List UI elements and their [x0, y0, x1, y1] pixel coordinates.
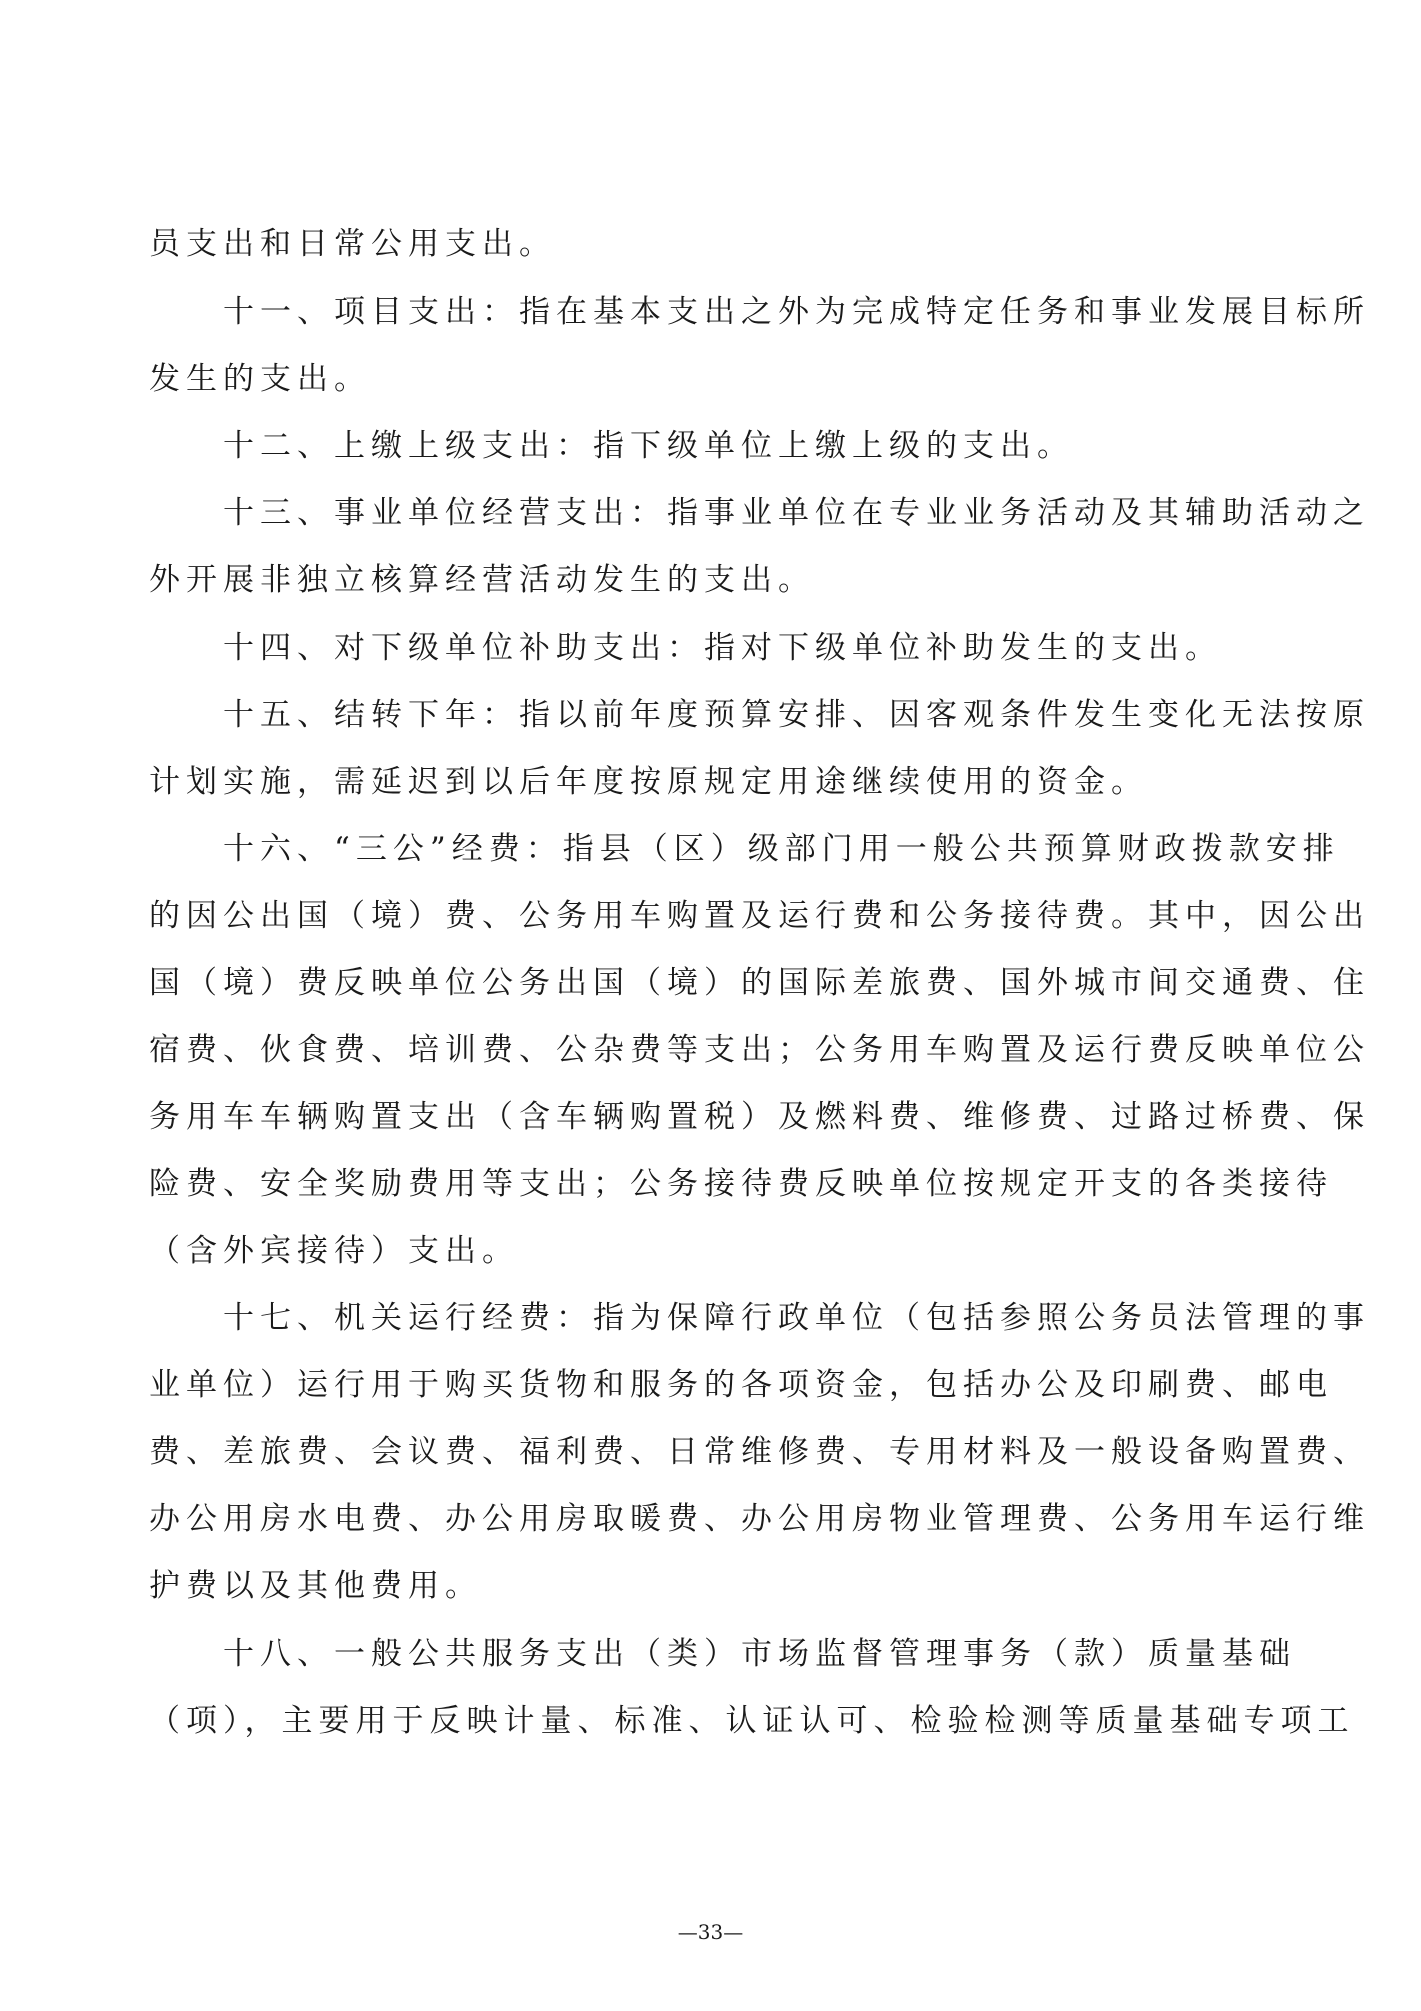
text-line: （项），主要用于反映计量、标准、认证认可、检验检测等质量基础专项工: [149, 1703, 1355, 1739]
text-line: 十七、机关运行经费：指为保障行政单位（包括参照公务员法管理的事: [149, 1300, 1370, 1336]
text-line: 十八、一般公共服务支出（类）市场监督管理事务（款）质量基础: [149, 1636, 1296, 1672]
text-line: 的因公出国（境）费、公务用车购置及运行费和公务接待费。其中，因公出: [149, 898, 1370, 934]
text-line: 发生的支出。: [149, 361, 371, 397]
text-line: 宿费、伙食费、培训费、公杂费等支出；公务用车购置及运行费反映单位公: [149, 1032, 1370, 1068]
text-line: 十四、对下级单位补助支出：指对下级单位补助发生的支出。: [149, 630, 1222, 666]
text-line: 十一、项目支出：指在基本支出之外为完成特定任务和事业发展目标所: [149, 294, 1370, 330]
text-line: （含外宾接待）支出。: [149, 1233, 519, 1269]
text-line: 务用车车辆购置支出（含车辆购置税）及燃料费、维修费、过路过桥费、保: [149, 1099, 1370, 1135]
text-line: 十三、事业单位经营支出：指事业单位在专业业务活动及其辅助活动之: [149, 495, 1370, 531]
text-line: 办公用房水电费、办公用房取暖费、办公用房物业管理费、公务用车运行维: [149, 1501, 1370, 1537]
text-line: 十五、结转下年：指以前年度预算安排、因客观条件发生变化无法按原: [149, 697, 1370, 733]
text-line: 计划实施，需延迟到以后年度按原规定用途继续使用的资金。: [149, 764, 1148, 800]
text-line: 费、差旅费、会议费、福利费、日常维修费、专用材料及一般设备购置费、: [149, 1434, 1370, 1470]
text-line: 业单位）运行用于购买货物和服务的各项资金，包括办公及印刷费、邮电: [149, 1367, 1333, 1403]
text-line: 十六、“三公”经费：指县（区）级部门用一般公共预算财政拨款安排: [149, 831, 1340, 867]
text-line: 外开展非独立核算经营活动发生的支出。: [149, 562, 815, 598]
page-number: —33—: [677, 1920, 744, 1944]
text-line: 员支出和日常公用支出。: [149, 226, 556, 262]
text-line: 险费、安全奖励费用等支出；公务接待费反映单位按规定开支的各类接待: [149, 1166, 1333, 1202]
text-line: 国（境）费反映单位公务出国（境）的国际差旅费、国外城市间交通费、住: [149, 965, 1370, 1001]
text-line: 护费以及其他费用。: [149, 1568, 482, 1604]
text-line: 十二、上缴上级支出：指下级单位上缴上级的支出。: [149, 428, 1074, 464]
